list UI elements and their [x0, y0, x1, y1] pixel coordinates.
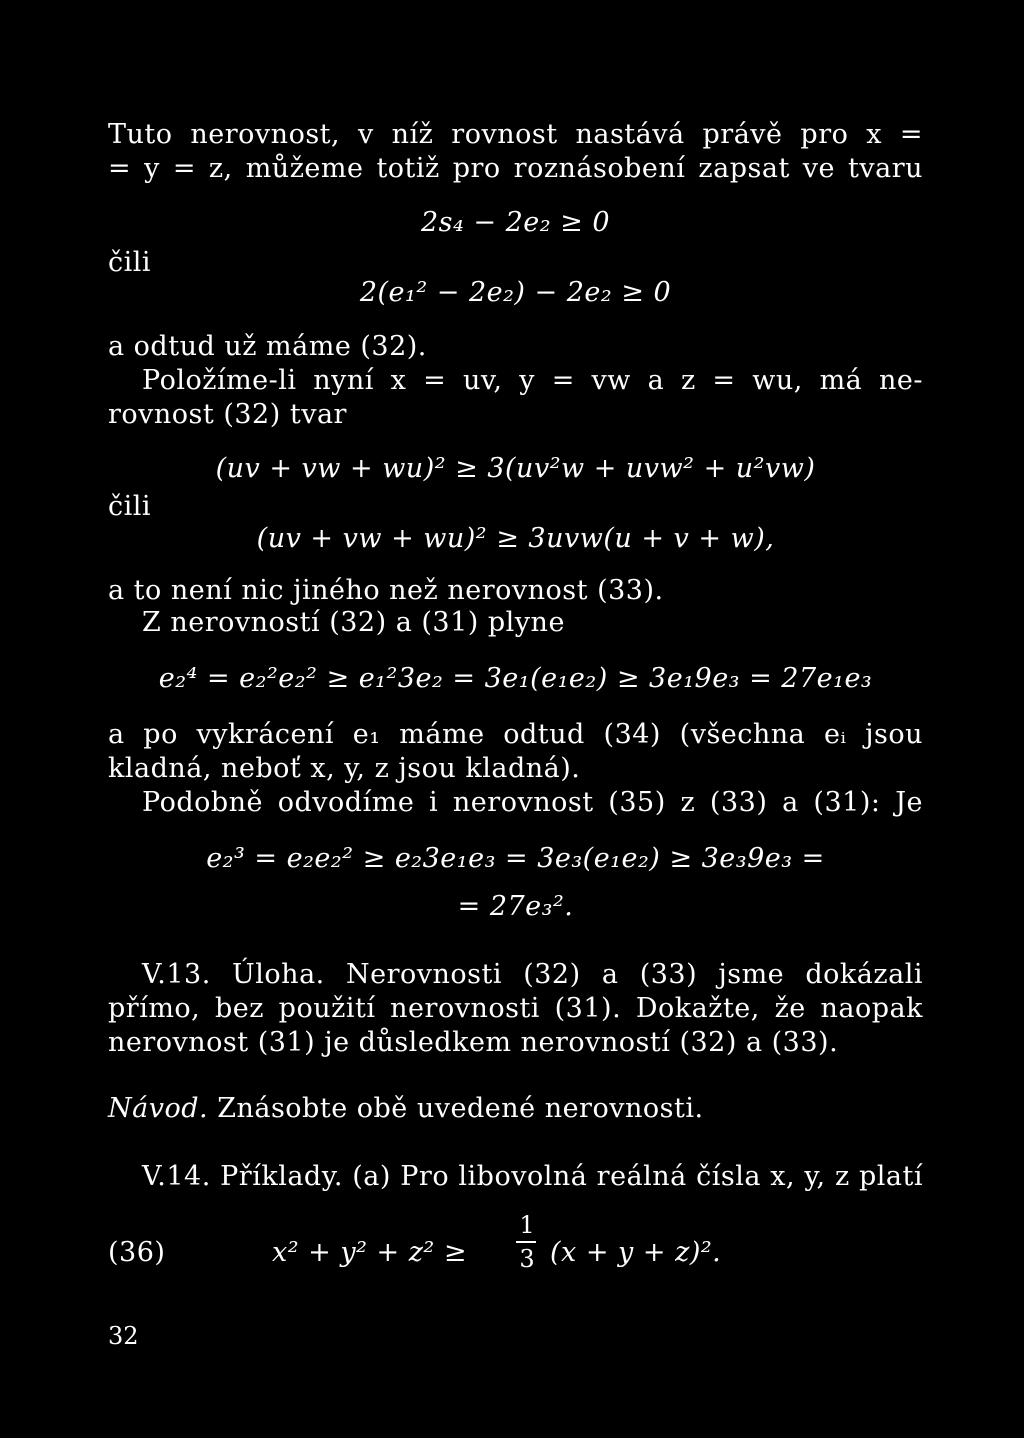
text-line-8: a po vykrácení e₁ máme odtud (34) (všechna eᵢ jsou: [108, 719, 923, 750]
fraction-numerator: 1: [519, 1211, 535, 1239]
text-line-6: a to není nic jiného než nerovnost (33).: [108, 575, 664, 606]
equation-7: = 27e₃².: [457, 891, 574, 922]
text-line-1: Tuto nerovnost, v níž rovnost nastává právě pro x =: [108, 119, 923, 150]
equation-8-right: (x + y + z)².: [550, 1237, 722, 1268]
equation-8-label: (36): [108, 1237, 166, 1268]
text-line-12: přímo, bez použití nerovnosti (31). Dokažte, že naopak: [108, 993, 923, 1024]
hint-line: [108, 1092, 923, 1126]
equation-6: e₂³ = e₂e₂² ≥ e₂3e₁e₃ = 3e₃(e₁e₂) ≥ 3e₃9e₃ =: [206, 843, 825, 874]
text-line-7: Z nerovností (32) a (31) plyne: [142, 607, 565, 638]
cili-label-2: čili: [108, 491, 152, 522]
hint-text: Znásobte obě uvedené nerovnosti.: [217, 1093, 704, 1124]
text-line-13: nerovnost (31) je důsledkem nerovností (32) a (33).: [108, 1027, 839, 1058]
hint-label: Návod.: [108, 1093, 209, 1124]
text-line-3: a odtud už máme (32).: [108, 331, 427, 362]
fraction-denominator: 3: [519, 1245, 535, 1273]
equation-3: (uv + vw + wu)² ≥ 3(uv²w + uvw² + u²vw): [215, 453, 816, 484]
equation-1: 2s₄ − 2e₂ ≥ 0: [420, 207, 611, 238]
cili-label-1: čili: [108, 247, 152, 278]
text-line-11: V.13. Úloha. Nerovnosti (32) a (33) jsme dokázali: [142, 959, 923, 990]
fraction-bar: [516, 1241, 536, 1243]
equation-4: (uv + vw + wu)² ≥ 3uvw(u + v + w),: [256, 523, 775, 554]
equation-2: 2(e₁² − 2e₂) − 2e₂ ≥ 0: [359, 277, 672, 308]
text-line-15: V.14. Příklady. (a) Pro libovolná reálná čísla x, y, z platí: [142, 1161, 923, 1192]
text-line-9: kladná, neboť x, y, z jsou kladná).: [108, 753, 581, 784]
text-line-2: = y = z, můžeme totiž pro roznásobení zapsat ve tvaru: [108, 153, 923, 184]
equation-5: e₂⁴ = e₂²e₂² ≥ e₁²3e₂ = 3e₁(e₁e₂) ≥ 3e₁9e₃ = 27e₁e₃: [158, 663, 873, 694]
text-line-4: Položíme-li nyní x = uv, y = vw a z = wu, má ne-: [142, 365, 923, 396]
text-line-5: rovnost (32) tvar: [108, 399, 347, 430]
equation-8-left: x² + y² + z² ≥: [272, 1237, 467, 1268]
text-line-10: Podobně odvodíme i nerovnost (35) z (33) a (31): Je: [142, 787, 923, 818]
page-number: 32: [108, 1322, 139, 1350]
